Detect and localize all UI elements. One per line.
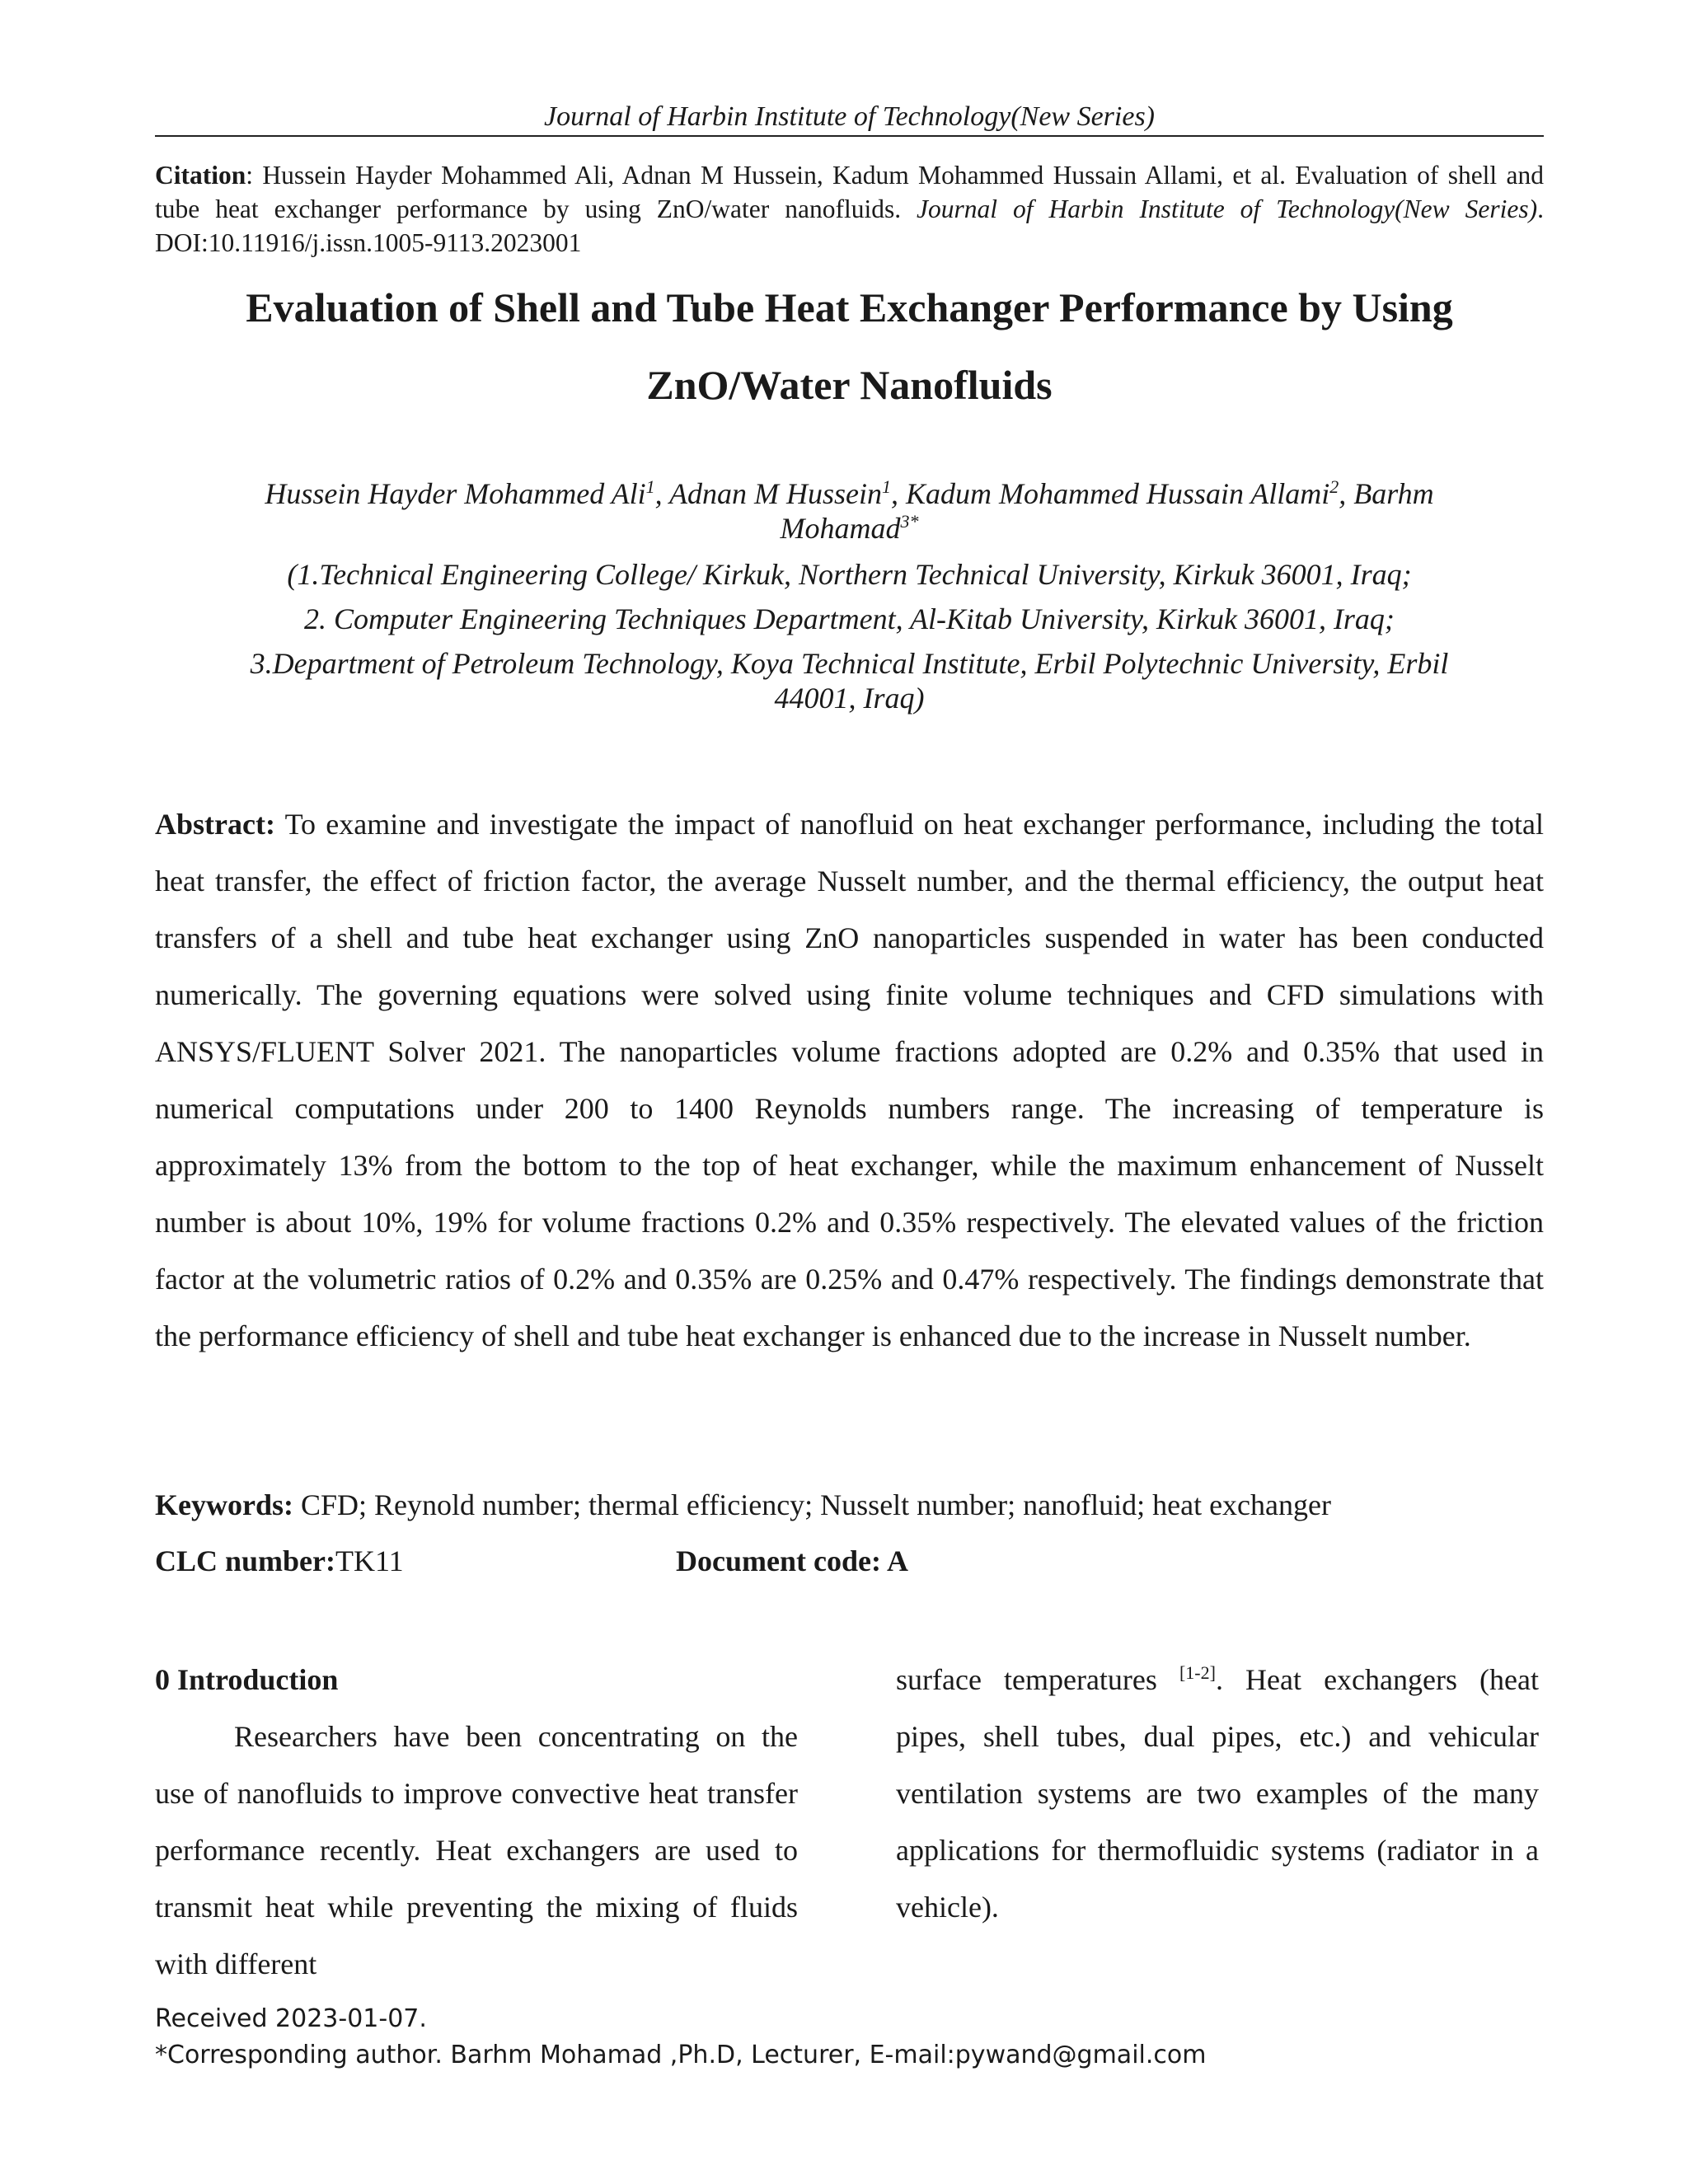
document-code: Document code: A xyxy=(676,1544,908,1577)
header-rule xyxy=(155,135,1544,137)
citation-block xyxy=(155,158,1544,260)
abstract xyxy=(155,796,1544,1365)
paper-title xyxy=(155,269,1544,424)
author-3-sup: 2 xyxy=(1329,476,1339,497)
abstract-text: To examine and investigate the impact of nanofluid on heat exchanger performance, including the total heat transfer, the effect of friction factor, the average Nusselt number, and the thermal efficiency, the output heat transfers of a shell and tube heat exchanger using ZnO nanoparticles suspended in water has been conducted numerically. The governing equations were solved using finite volume techniques and CFD simulations with ANSYS/FLUENT Solver 2021. The nanoparticles volume fractions adopted are 0.2% and 0.35% that used in numerical computations under 200 to 1400 Reynolds numbers range. The increasing of temperature is approximately 13% from the bottom to the top of heat exchanger, while the maximum enhancement of Nusselt number is about 10%, 19% for volume fractions 0.2% and 0.35% respectively. The elevated values of the friction factor at the volumetric ratios of 0.2% and 0.35% are 0.25% and 0.47% respectively. The findings demonstrate that the performance efficiency of shell and tube heat exchanger is enhanced due to the increase in Nusselt number. xyxy=(155,808,1544,1352)
author-2: , Adnan M Hussein xyxy=(654,477,882,510)
author-line1 xyxy=(155,476,1544,511)
intro-text-after-ref: . Heat exchangers (heat pipes, shell tubes, dual pipes, etc.) and vehicular ventilation systems are two examples of the many applications for thermofluidic systems (radiator in a vehicle). xyxy=(896,1663,1540,1924)
intro-paragraph-1: Researchers have been concentrating on the use of nanofluids to improve convective heat transfer performance recently. Heat exchangers are used to transmit heat while preventing the mixing of fluids with different xyxy=(155,1720,798,1980)
citation-colon: : xyxy=(246,161,263,190)
clc-label: CLC number: xyxy=(155,1544,336,1577)
author-4-sup: 3* xyxy=(900,511,919,532)
author-3: , Kadum Mohammed Hussain Allami xyxy=(890,477,1330,510)
keywords xyxy=(155,1483,1544,1526)
author-list xyxy=(155,476,1544,546)
section-heading-introduction: 0 Introduction xyxy=(155,1663,339,1696)
keywords-label: Keywords: xyxy=(155,1488,293,1521)
affiliation-3-line1: 3.Department of Petroleum Technology, Koya Technical Institute, Erbil Polytechnic University, Erbil xyxy=(250,647,1449,680)
author-4-last: Mohamad xyxy=(780,512,901,545)
intro-paragraph-1-continued xyxy=(896,1652,1539,1936)
intro-text-before-ref: surface temperatures xyxy=(896,1663,1179,1696)
affiliation-2: 2. Computer Engineering Techniques Department, Al-Kitab University, Kirkuk 36001, Iraq; xyxy=(304,602,1395,635)
paper-title-line2: ZnO/Water Nanofluids xyxy=(646,362,1053,408)
author-1-sup: 1 xyxy=(645,476,655,497)
citation-label: Citation xyxy=(155,161,246,190)
citation-doi: . DOI:10.11916/j.issn.1005-9113.2023001 xyxy=(155,194,1544,257)
paper-title-line1: Evaluation of Shell and Tube Heat Exchanger Performance by Using xyxy=(246,284,1453,330)
intro-left-column xyxy=(155,1652,798,1993)
clc-number xyxy=(155,1540,404,1582)
footnotes xyxy=(155,2001,1544,2074)
received-date: Received 2023-01-07. xyxy=(155,2004,427,2033)
author-line2 xyxy=(155,511,1544,546)
author-1: Hussein Hayder Mohammed Ali xyxy=(265,477,646,510)
keywords-text: CFD; Reynold number; thermal efficiency; Nusselt number; nanofluid; heat exchanger xyxy=(300,1488,1331,1521)
citation-journal: Journal of Harbin Institute of Technology(New Series) xyxy=(917,194,1538,223)
citation-ref-1-2: [1-2] xyxy=(1179,1662,1216,1683)
author-4-first: , Barhm xyxy=(1339,477,1434,510)
citation-authors: Hussein Hayder Mohammed Ali, Adnan M Hussein, Kadum Mohammed Hussain Allami, et al. Evaluation of shell and tube heat exchanger performance by using ZnO/water nanofluids. xyxy=(155,161,1544,223)
clc-value: TK11 xyxy=(335,1544,404,1577)
author-2-sup: 1 xyxy=(881,476,891,497)
intro-right-column xyxy=(896,1652,1539,1936)
abstract-label: Abstract: xyxy=(155,808,275,841)
journal-running-header: Journal of Harbin Institute of Technology(New Series) xyxy=(543,101,1155,132)
affiliation-1: (1.Technical Engineering College/ Kirkuk, Northern Technical University, Kirkuk 36001, Iraq; xyxy=(287,558,1412,591)
affiliation-3-line2: 44001, Iraq) xyxy=(774,682,925,715)
corresponding-author: *Corresponding author. Barhm Mohamad ,Ph.D, Lecturer, E-mail:pywand@gmail.com xyxy=(155,2041,1207,2069)
